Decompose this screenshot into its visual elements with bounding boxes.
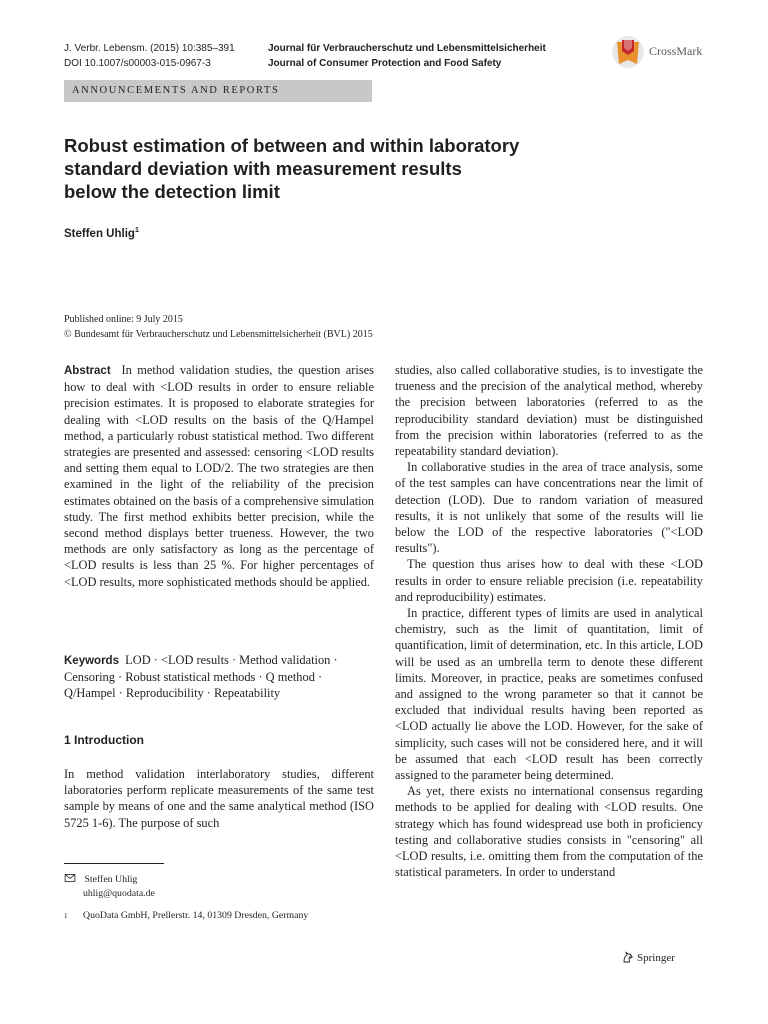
right-paragraph-2: In collaborative studies in the area of trace analysis, some of the test samples can have concentrations near the limit of detection (LOD). Due to random variation of measured results, it is not unlikely that some of the results will lie below the LOD of the respective laboratories ("<LOD results"). [395, 460, 703, 556]
crossmark-icon [611, 34, 645, 70]
right-column-text [395, 362, 703, 881]
right-paragraph-5: As yet, there exists no international consensus regarding methods to be applied for dealing with <LOD results. One strategy which has found widespread use both in proficiency testing and collaborative studies consists in "censoring" all <LOD results, i.e. omitting them from the computation of the statistical parameters. In order to understand [395, 784, 703, 880]
footnote-rule [64, 863, 164, 864]
title-line-1: Robust estimation of between and within laboratory [64, 135, 520, 156]
introduction-text [64, 766, 374, 831]
keywords [64, 652, 374, 702]
publisher-name: Springer [637, 952, 675, 964]
corresponding-author [64, 873, 155, 901]
copyright: © Bundesamt für Verbraucherschutz und Lebensmittelsicherheit (BVL) 2015 [64, 329, 373, 340]
citation-block [64, 41, 235, 71]
author-affiliation-mark: 1 [134, 225, 140, 234]
right-paragraph-4: In practice, different types of limits are used in analytical chemistry, such as the limit of quantitation, limit of quantification, limit of determination, etc. In this article, LOD will be used as an umbrella term to denote these different limits. Moreover, in practice, peaks are sometimes confused and assigned to the wrong parameter so that it cannot be excluded that individual results having been reported as <LOD actually lie above the LOD. However, for the sake of simplicity, such cases will not be considered here, and it will be assumed that each <LOD result has been correctly assigned to the parameter being determined. [395, 606, 703, 783]
crossmark-label: CrossMark [649, 44, 703, 58]
affiliation-text: QuoData GmbH, Prellerstr. 14, 01309 Dresden, Germany [83, 910, 309, 921]
section-label: ANNOUNCEMENTS AND REPORTS [64, 80, 372, 102]
publication-info [64, 312, 373, 342]
publisher-logo [622, 951, 675, 964]
crossmark-badge[interactable] [611, 34, 711, 70]
journal-names [268, 41, 546, 71]
published-date: Published online: 9 July 2015 [64, 314, 183, 325]
springer-horse-icon [622, 951, 634, 963]
journal-citation: J. Verbr. Lebensm. (2015) 10:385–391 [64, 43, 235, 54]
right-paragraph-3: The question thus arises how to deal with these <LOD results in order to ensure reliable precision (i.e. repeatability and reproducibility) estimates. [395, 557, 703, 604]
journal-name-de: Journal für Verbraucherschutz und Lebensmittelsicherheit [268, 43, 546, 54]
title-line-2: standard deviation with measurement results [64, 158, 462, 179]
intro-paragraph-1: In method validation interlaboratory studies, different laboratories perform replicate measurements of the same test sample by means of one and the same analytical method (ISO 5725 1-6). The purpose of such [64, 767, 374, 830]
envelope-icon [64, 874, 76, 882]
title-line-3: below the detection limit [64, 181, 280, 202]
right-paragraph-1: studies, also called collaborative studies, is to investigate the trueness and the precision of the analytical method, whereby the precision between laboratories (referred to as the reproducibility standard deviation) must be distinguished from the precision within laboratories (referred to as the repeatability standard deviation). [395, 363, 703, 459]
keywords-text: LOD · <LOD results · Method validation · Censoring · Robust statistical methods · Q method · Q/Hampel · Reproducibility · Repeatability [64, 653, 338, 701]
abstract-text: In method validation studies, the question arises how to deal with <LOD results in order to ensure reliable precision estimates. It is proposed to elaborate strategies for dealing with <LOD results on the basis of the Q/Hampel method, a particularly robust statistical method. Two different strategies are presented and assessed: censoring <LOD results and setting them equal to LOD/2. The two strategies are then examined in the light of the reliability of the precision estimates obtained on the basis of a comprehensive simulation study. The first method exhibits better precision, while the second method displays better trueness. However, the two methods are only satisfactory as long as the percentage of <LOD results is less than 25 %. For higher percentages of <LOD results, more sophisticated methods should be applied. [64, 363, 374, 589]
keywords-heading: Keywords [64, 655, 119, 667]
affiliation [64, 909, 308, 923]
abstract [64, 362, 374, 590]
author [64, 225, 139, 240]
affiliation-number: 1 [64, 912, 68, 920]
doi[interactable]: DOI 10.1007/s00003-015-0967-3 [64, 58, 211, 69]
corresponding-name: Steffen Uhlig [84, 874, 138, 885]
section-heading-introduction: 1 Introduction [64, 733, 144, 747]
corresponding-email[interactable]: uhlig@quodata.de [83, 888, 155, 899]
journal-name-en: Journal of Consumer Protection and Food Safety [268, 58, 502, 69]
article-title [64, 134, 664, 203]
author-name: Steffen Uhlig [64, 227, 135, 240]
abstract-heading: Abstract [64, 365, 111, 377]
